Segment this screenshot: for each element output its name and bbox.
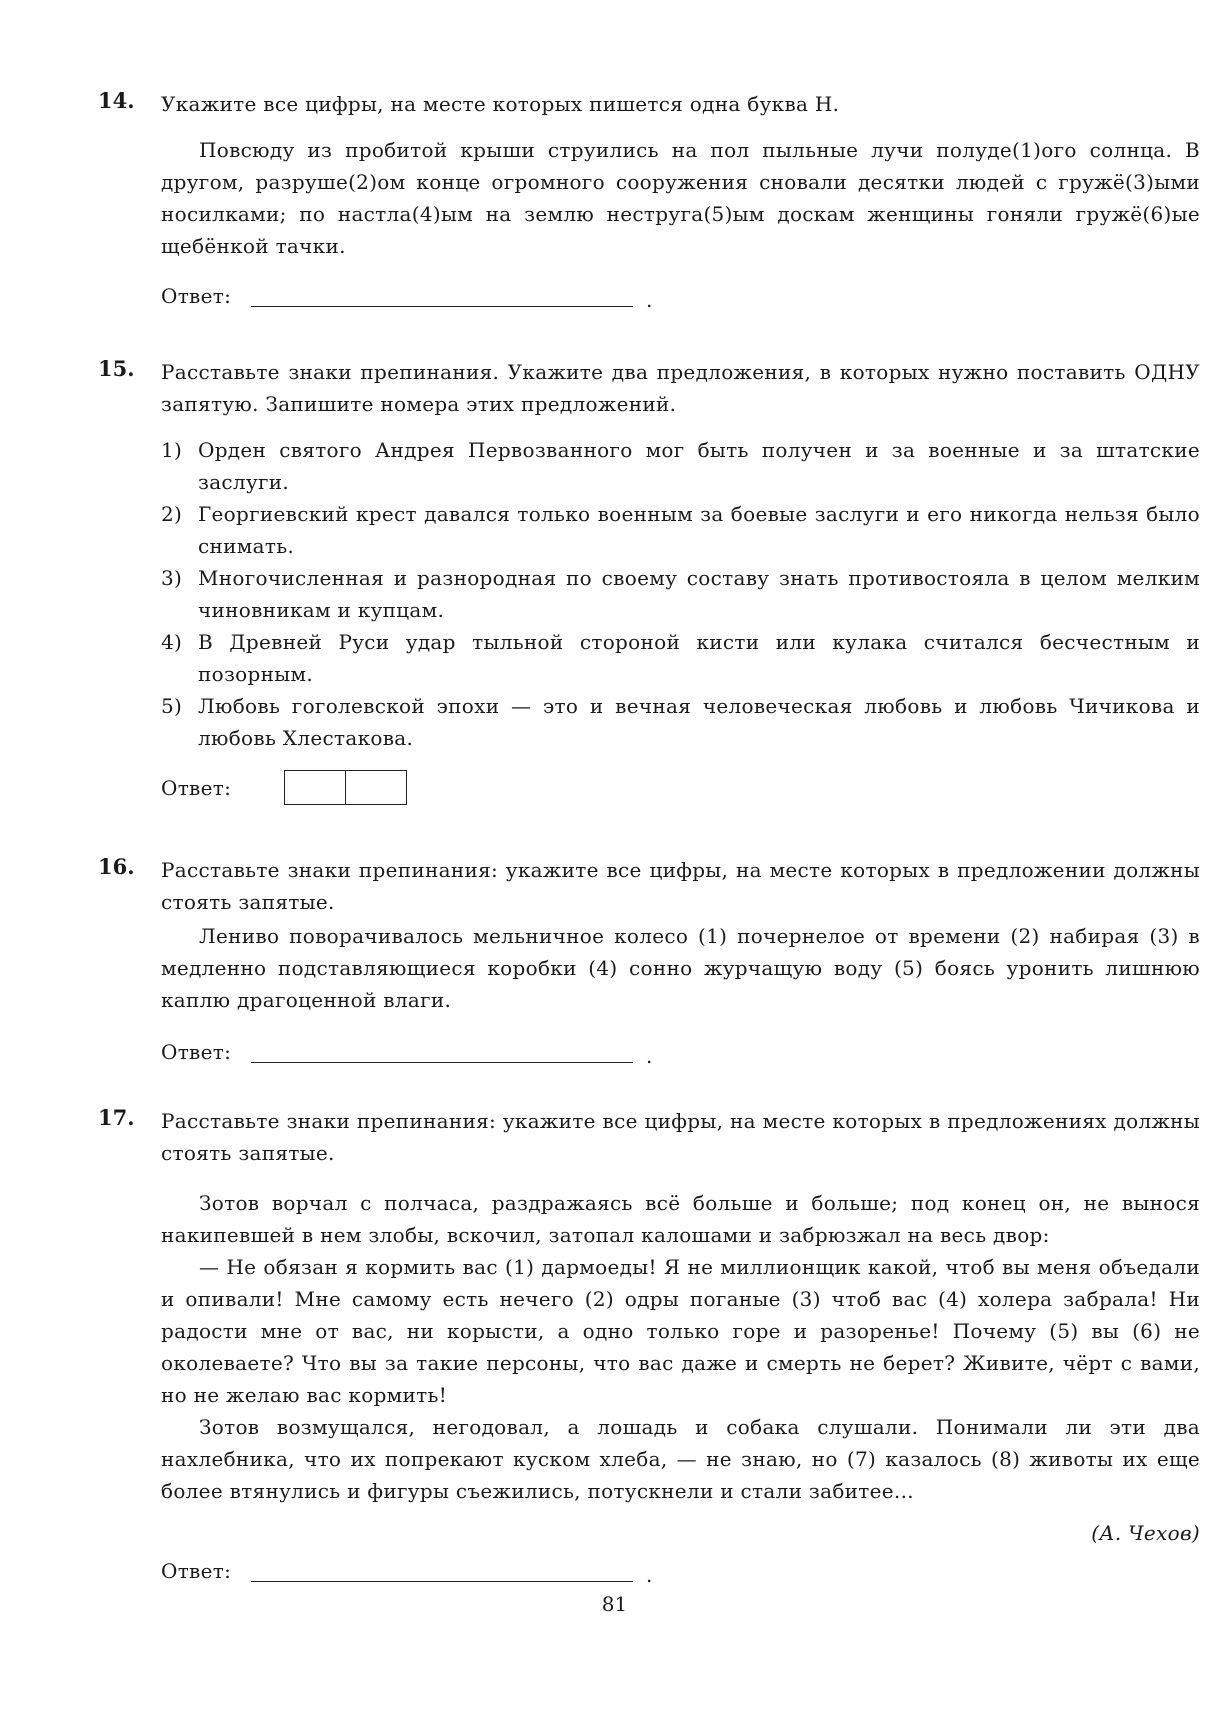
task-question: Укажите все цифры, на месте которых пишется одна буква Н.	[161, 92, 840, 116]
task-text-paragraph-2: — Не обязан я кормить вас (1) дармоеды! Я не миллионщик какой, чтоб вы меня объедали и опивали! Мне самому есть нечего (2) одры поганые (3) чтоб вас (4) холера забрала! Ни радости мне от вас, ни корысти, а одно только горе и разоренье! Почему (5) вы (6) не околеваете? Что вы за такие персоны, что вас даже и смерть не берет? Живите, чёрт с вами, но не желаю вас кормить!	[161, 1255, 1200, 1407]
task-question: Расставьте знаки препинания: укажите все цифры, на месте которых в предложении должны стоять запятые.	[161, 858, 1200, 914]
answer-box-1[interactable]	[284, 770, 346, 805]
answer-dot: .	[646, 288, 653, 312]
answer-row	[161, 280, 1200, 316]
item-text: Любовь гоголевской эпохи — это и вечная человеческая любовь и любовь Чичикова и любовь Хлестакова.	[198, 694, 1200, 750]
answer-label: Ответ:	[161, 284, 232, 308]
item-number: 4)	[161, 630, 183, 654]
item-text: Георгиевский крест давался только военным за боевые заслуги и его никогда нельзя было снимать.	[198, 502, 1200, 558]
task-question: Расставьте знаки препинания. Укажите два предложения, в которых нужно поставить ОДНУ запятую. Запишите номера этих предложений.	[161, 360, 1200, 416]
list-item	[161, 498, 1200, 562]
page-number: 81	[601, 1592, 628, 1616]
answer-input-line[interactable]	[251, 1062, 633, 1063]
list-item	[161, 562, 1200, 626]
task-text-paragraph-3: Зотов возмущался, негодовал, а лошадь и собака слушали. Понимали ли эти два нахлебника, что их попрекают куском хлеба, — не знаю, но (7) казалось (8) животы их еще более втянулись и фигуры съежились, потускнели и стали забитее...	[161, 1415, 1200, 1503]
answer-boxes	[284, 770, 407, 805]
answer-label: Ответ:	[161, 1040, 232, 1064]
answer-input-line[interactable]	[251, 306, 633, 307]
item-text: Многочисленная и разнородная по своему составу знать противостояла в целом мелким чиновникам и купцам.	[198, 566, 1200, 622]
task-text: Лениво поворачивалось мельничное колесо (1) почернелое от времени (2) набирая (3) в медленно подставляющиеся коробки (4) сонно журчащую воду (5) боясь уронить лишнюю каплю драгоценной влаги.	[161, 924, 1200, 1012]
item-text: Орден святого Андрея Первозванного мог быть получен и за военные и за штатские заслуги.	[198, 438, 1200, 494]
task-text-paragraph-1: Зотов ворчал с полчаса, раздражаясь всё больше и больше; под конец он, не вынося накипевшей в нем злобы, вскочил, затопал калошами и забрюзжал на весь двор:	[161, 1191, 1200, 1247]
task-number: 17.	[98, 1105, 135, 1130]
answer-row	[161, 1036, 1200, 1072]
item-number: 3)	[161, 566, 183, 590]
list-item	[161, 626, 1200, 690]
answer-box-2[interactable]	[346, 770, 407, 805]
task-16	[98, 854, 1200, 1072]
task-number: 16.	[98, 854, 135, 879]
answer-row	[161, 1555, 1200, 1591]
answer-label: Ответ:	[161, 1559, 232, 1583]
answer-input-line[interactable]	[251, 1581, 633, 1582]
author-attribution: (А. Чехов)	[1091, 1521, 1200, 1545]
task-15	[98, 356, 1200, 808]
list-item	[161, 434, 1200, 498]
answer-row	[161, 772, 1200, 808]
list-item	[161, 690, 1200, 754]
item-number: 5)	[161, 694, 183, 718]
task-14	[98, 88, 1200, 316]
answer-dot: .	[646, 1044, 653, 1068]
task-number: 15.	[98, 356, 135, 381]
task-text: Повсюду из пробитой крыши струились на пол пыльные лучи полуде(1)ого солнца. В другом, разруше(2)ом конце огромного сооружения сновали десятки людей с гружё(3)ыми носилками; по настла(4)ым на землю неструга(5)ым доскам женщины гоняли гружё(6)ые щебёнкой тачки.	[161, 138, 1200, 258]
task-17	[98, 1105, 1200, 1591]
sentence-list	[161, 434, 1200, 754]
item-text: В Древней Руси удар тыльной стороной кисти или кулака считался бесчестным и позорным.	[198, 630, 1200, 686]
item-number: 2)	[161, 502, 183, 526]
answer-label: Ответ:	[161, 776, 232, 800]
answer-dot: .	[646, 1563, 653, 1587]
item-number: 1)	[161, 438, 183, 462]
task-question: Расставьте знаки препинания: укажите все цифры, на месте которых в предложениях должны стоять запятые.	[161, 1109, 1200, 1165]
task-number: 14.	[98, 88, 135, 113]
